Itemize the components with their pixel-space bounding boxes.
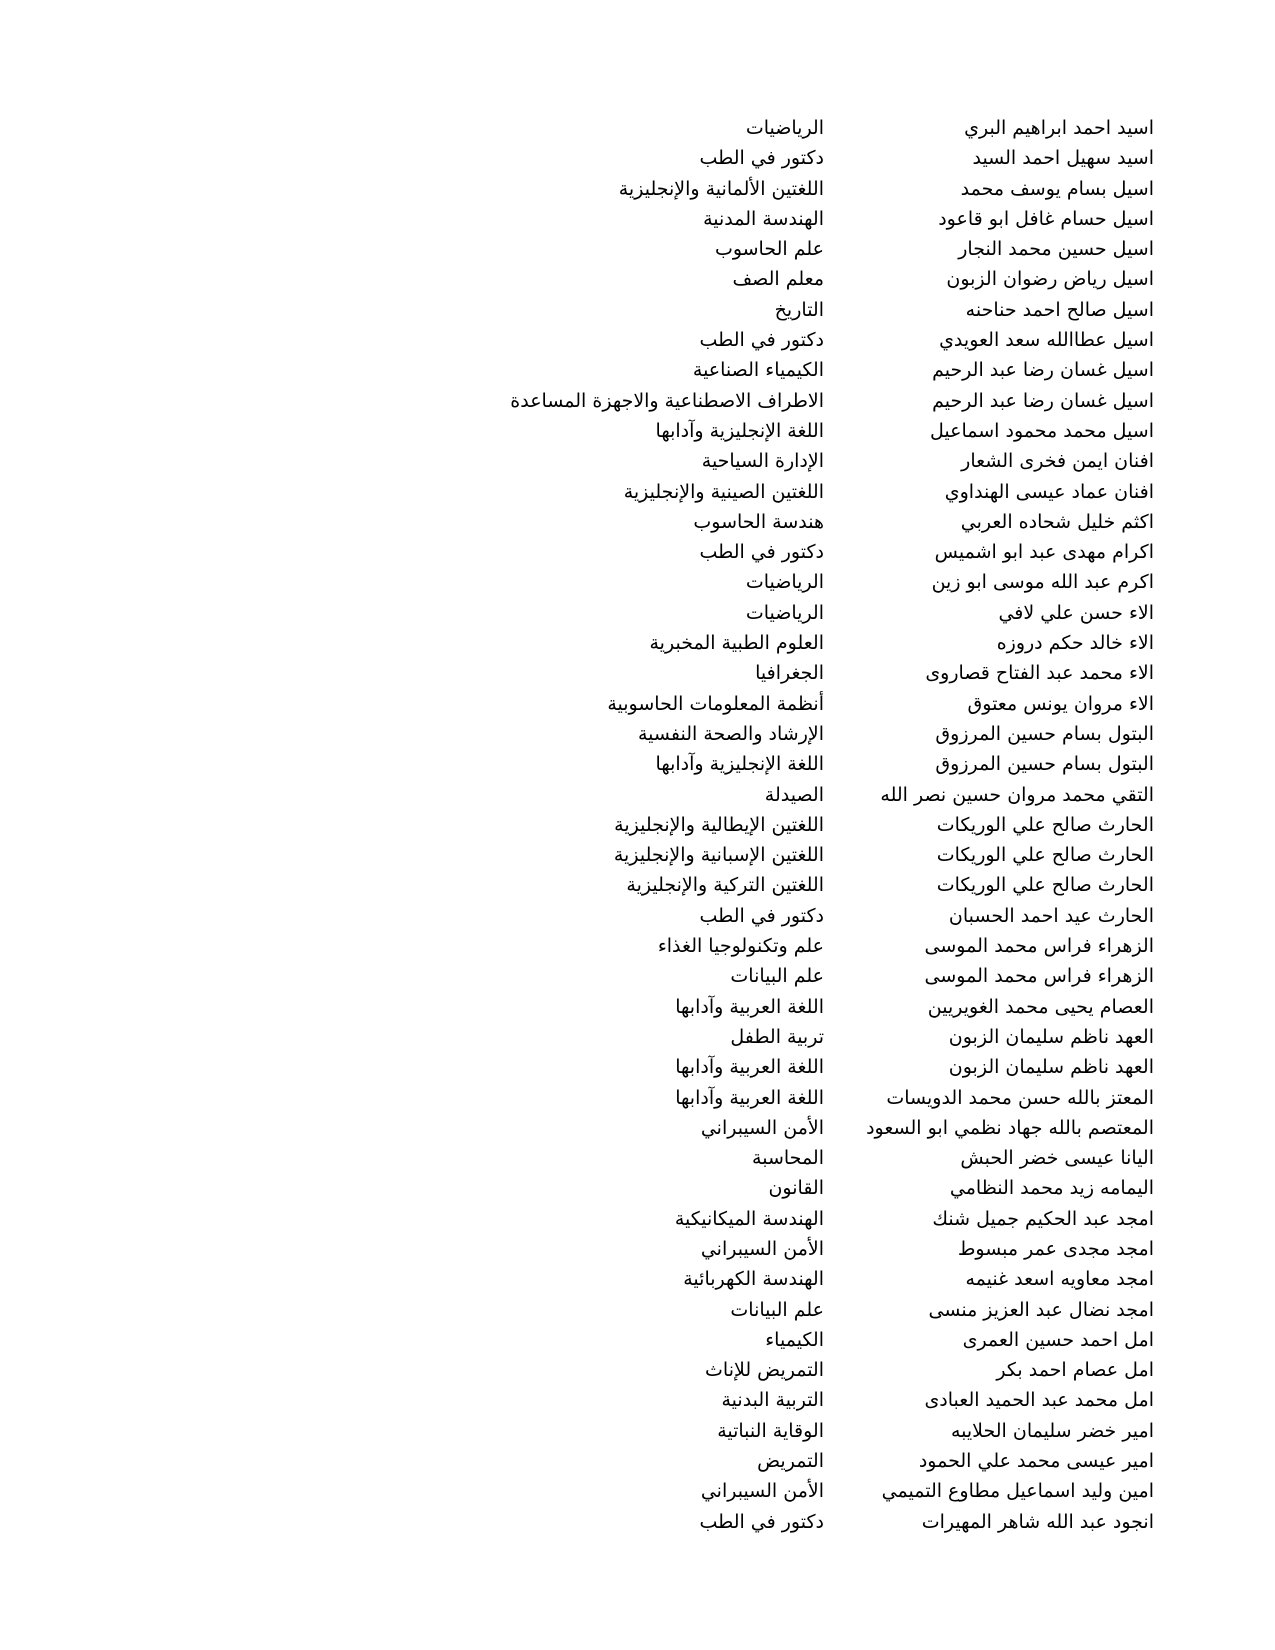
- student-major: الرياضيات: [745, 571, 824, 594]
- student-name: المعتصم بالله جهاد نظمي ابو السعود: [866, 1116, 1154, 1139]
- student-major: دكتور في الطب: [699, 904, 824, 927]
- list-item: [0, 961, 1275, 991]
- list-item: [0, 628, 1275, 658]
- list-item: [0, 901, 1275, 931]
- student-name: امل عصام احمد بكر: [996, 1359, 1154, 1382]
- student-name: امل محمد عبد الحميد العبادى: [924, 1389, 1154, 1412]
- list-item: [0, 386, 1275, 416]
- list-item: [0, 234, 1275, 264]
- student-name: اسيل بسام يوسف محمد: [960, 177, 1154, 200]
- student-name: الاء خالد حكم دروزه: [996, 632, 1154, 655]
- student-name: اسيل حسام غافل ابو قاعود: [938, 207, 1154, 230]
- student-name: البتول بسام حسين المرزوق: [935, 753, 1154, 776]
- student-name: الحارث صالح علي الوريكات: [936, 813, 1154, 836]
- student-major: العلوم الطبية المخبرية: [649, 632, 824, 655]
- student-name: اسيل غسان رضا عبد الرحيم: [932, 389, 1154, 412]
- list-item: [0, 658, 1275, 688]
- student-name: امجد نضال عبد العزيز منسى: [928, 1298, 1154, 1321]
- list-item: [0, 689, 1275, 719]
- student-major: الصيدلة: [764, 783, 824, 806]
- student-name: امجد عبد الحكيم جميل شنك: [932, 1207, 1154, 1230]
- student-name: اسيد سهيل احمد السيد: [972, 147, 1154, 170]
- student-name: افنان ايمن فخرى الشعار: [961, 450, 1154, 473]
- student-major: الإدارة السياحية: [701, 450, 824, 473]
- student-name: امير خضر سليمان الحلايبه: [950, 1419, 1154, 1442]
- student-major: علم الحاسوب: [714, 238, 824, 261]
- student-major: اللغة الإنجليزية وآدابها: [655, 753, 824, 776]
- student-name: الحارث صالح علي الوريكات: [936, 844, 1154, 867]
- list-item: [0, 204, 1275, 234]
- list-item: [0, 749, 1275, 779]
- student-name: انجود عبد الله شاهر المهيرات: [921, 1510, 1154, 1533]
- list-item: [0, 1173, 1275, 1203]
- list-item: [0, 1143, 1275, 1173]
- list-item: [0, 1507, 1275, 1537]
- list-item: [0, 567, 1275, 597]
- student-major: المحاسبة: [752, 1147, 824, 1170]
- student-name: اسيل محمد محمود اسماعيل: [930, 419, 1154, 442]
- student-name: الاء حسن علي لافي: [998, 601, 1154, 624]
- student-name: امجد معاويه اسعد غنيمه: [965, 1268, 1154, 1291]
- list-item: [0, 1295, 1275, 1325]
- student-name: الاء مروان يونس معتوق: [967, 692, 1154, 715]
- list-item: [0, 537, 1275, 567]
- student-name: البتول بسام حسين المرزوق: [935, 722, 1154, 745]
- student-name: افنان عماد عيسى الهنداوي: [944, 480, 1154, 503]
- student-name: العصام يحيى محمد الغويريين: [927, 995, 1154, 1018]
- student-name: الحارث عيد احمد الحسبان: [948, 904, 1154, 927]
- list-item: [0, 295, 1275, 325]
- student-name: امير عيسى محمد علي الحمود: [918, 1450, 1154, 1473]
- student-major: الجغرافيا: [755, 662, 824, 685]
- student-name: اكرم عبد الله موسى ابو زين: [931, 571, 1154, 594]
- student-major: اللغة العربية وآدابها: [675, 1086, 824, 1109]
- student-major: الهندسة الكهربائية: [683, 1268, 824, 1291]
- student-major: اللغتين التركية والإنجليزية: [626, 874, 824, 897]
- student-major: الكيمياء الصناعية: [692, 359, 824, 382]
- student-major: الاطراف الاصطناعية والاجهزة المساعدة: [510, 389, 824, 412]
- student-major: علم البيانات: [730, 1298, 824, 1321]
- student-major: الهندسة المدنية: [703, 207, 824, 230]
- list-item: [0, 870, 1275, 900]
- list-item: [0, 143, 1275, 173]
- student-name: المعتز بالله حسن محمد الدويسات: [886, 1086, 1154, 1109]
- student-name: اليمامه زيد محمد النظامي: [949, 1177, 1154, 1200]
- student-name: الزهراء فراس محمد الموسى: [924, 965, 1154, 988]
- student-major: اللغة الإنجليزية وآدابها: [655, 419, 824, 442]
- student-major: التمريض للإناث: [705, 1359, 824, 1382]
- student-name: اسيل رياض رضوان الزبون: [946, 268, 1154, 291]
- list-item: [0, 840, 1275, 870]
- list-item: [0, 1113, 1275, 1143]
- student-major: اللغتين الإيطالية والإنجليزية: [614, 813, 824, 836]
- student-major: القانون: [768, 1177, 824, 1200]
- list-item: [0, 1264, 1275, 1294]
- list-item: [0, 992, 1275, 1022]
- list-item: [0, 1052, 1275, 1082]
- student-major: علم وتكنولوجيا الغذاء: [657, 935, 824, 958]
- student-name: اكرام مهدى عبد ابو اشميس: [934, 541, 1154, 564]
- student-major: علم البيانات: [730, 965, 824, 988]
- list-item: [0, 1355, 1275, 1385]
- student-name: الحارث صالح علي الوريكات: [936, 874, 1154, 897]
- list-item: [0, 719, 1275, 749]
- student-major: اللغة العربية وآدابها: [675, 1056, 824, 1079]
- student-name: امجد مجدى عمر مبسوط: [957, 1237, 1154, 1260]
- list-item: [0, 113, 1275, 143]
- student-name: العهد ناظم سليمان الزبون: [948, 1056, 1154, 1079]
- student-name: امل احمد حسين العمرى: [962, 1328, 1154, 1351]
- student-name: امين وليد اسماعيل مطاوع التميمي: [881, 1480, 1154, 1503]
- student-major: دكتور في الطب: [699, 147, 824, 170]
- list-item: [0, 1325, 1275, 1355]
- student-major: الكيمياء: [765, 1328, 824, 1351]
- student-major: الرياضيات: [745, 117, 824, 139]
- list-item: [0, 477, 1275, 507]
- student-major: الإرشاد والصحة النفسية: [638, 722, 824, 745]
- list-item: [0, 174, 1275, 204]
- student-name: اسيد احمد ابراهيم البري: [964, 117, 1154, 139]
- list-item: [0, 507, 1275, 537]
- list-item: [0, 810, 1275, 840]
- student-major: معلم الصف: [732, 268, 824, 291]
- student-list: [0, 113, 1275, 1537]
- list-item: [0, 416, 1275, 446]
- list-item: [0, 1083, 1275, 1113]
- list-item: [0, 264, 1275, 294]
- student-name: اسيل عطاالله سعد العويدي: [939, 329, 1154, 352]
- list-item: [0, 780, 1275, 810]
- student-name: العهد ناظم سليمان الزبون: [948, 1025, 1154, 1048]
- student-major: الأمن السيبراني: [700, 1116, 824, 1139]
- student-major: هندسة الحاسوب: [693, 510, 824, 533]
- student-major: اللغتين الإسبانية والإنجليزية: [613, 844, 824, 867]
- student-name: الزهراء فراس محمد الموسى: [924, 935, 1154, 958]
- student-name: اكثم خليل شحاده العربي: [960, 510, 1154, 533]
- student-major: الرياضيات: [745, 601, 824, 624]
- list-item: [0, 598, 1275, 628]
- list-item: [0, 1476, 1275, 1506]
- student-name: اليانا عيسى خضر الحبش: [960, 1147, 1154, 1170]
- student-name: التقي محمد مروان حسين نصر الله: [880, 783, 1154, 806]
- student-major: دكتور في الطب: [699, 329, 824, 352]
- student-major: الوقاية النباتية: [717, 1419, 824, 1442]
- student-major: الأمن السيبراني: [700, 1480, 824, 1503]
- student-major: التمريض: [757, 1450, 824, 1473]
- list-item: [0, 325, 1275, 355]
- list-item: [0, 1234, 1275, 1264]
- list-item: [0, 1204, 1275, 1234]
- student-name: الاء محمد عبد الفتاح قصاروى: [925, 662, 1154, 685]
- list-item: [0, 1022, 1275, 1052]
- student-major: اللغة العربية وآدابها: [675, 995, 824, 1018]
- student-major: أنظمة المعلومات الحاسوبية: [607, 692, 824, 715]
- student-major: الهندسة الميكانيكية: [674, 1207, 824, 1230]
- student-major: التاريخ: [774, 298, 824, 321]
- student-major: دكتور في الطب: [699, 1510, 824, 1533]
- list-item: [0, 1385, 1275, 1415]
- list-item: [0, 1416, 1275, 1446]
- list-item: [0, 931, 1275, 961]
- student-name: اسيل صالح احمد حناحنه: [965, 298, 1154, 321]
- student-major: دكتور في الطب: [699, 541, 824, 564]
- student-major: اللغتين الألمانية والإنجليزية: [618, 177, 824, 200]
- list-item: [0, 1446, 1275, 1476]
- student-name: اسيل غسان رضا عبد الرحيم: [932, 359, 1154, 382]
- list-item: [0, 446, 1275, 476]
- student-major: تربية الطفل: [730, 1025, 824, 1048]
- student-major: التربية البدنية: [721, 1389, 824, 1412]
- list-item: [0, 355, 1275, 385]
- student-major: الأمن السيبراني: [700, 1237, 824, 1260]
- student-major: اللغتين الصينية والإنجليزية: [623, 480, 824, 503]
- student-name: اسيل حسين محمد النجار: [958, 238, 1154, 261]
